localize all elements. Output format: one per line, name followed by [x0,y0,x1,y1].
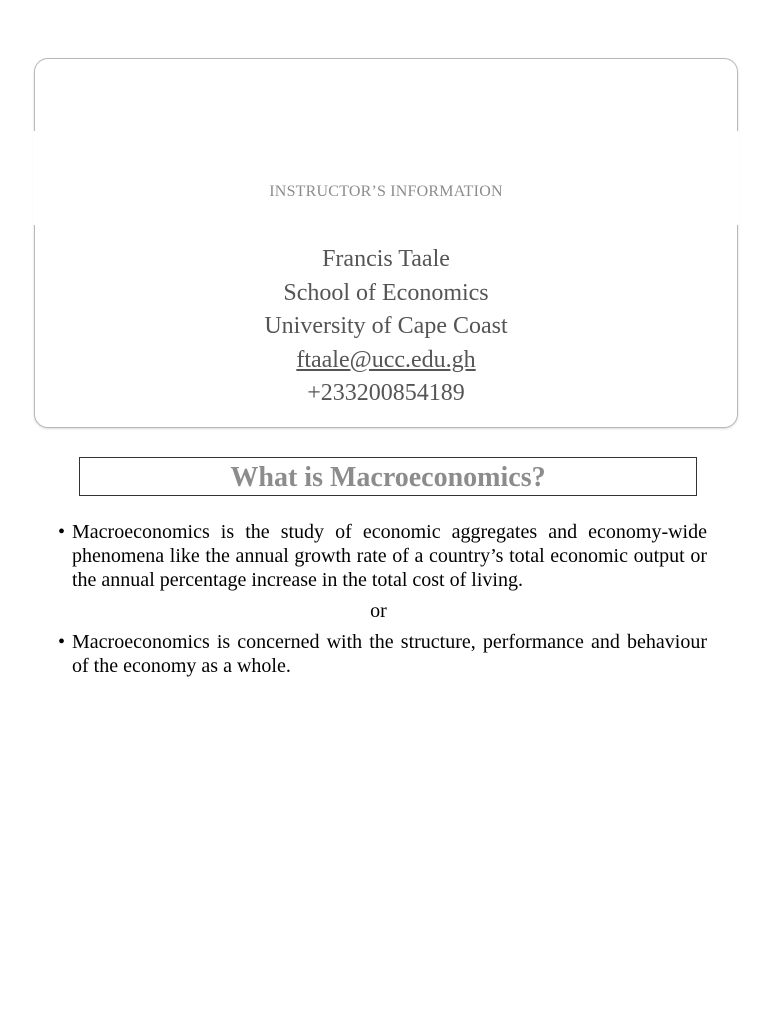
instructor-info-panel [34,58,738,428]
instructor-name: Francis Taale [322,246,450,272]
instructor-phone: +233200854189 [307,380,465,407]
definition-item [58,520,707,592]
definitions-body [58,520,707,678]
definition-text: Macroeconomics is concerned with the structure, performance and behaviour of the economy as a whole. [72,631,707,677]
panel-border-gap-right [735,131,739,225]
bullet-icon: • [58,631,66,653]
instructor-heading: INSTRUCTOR’S INFORMATION [269,183,503,200]
instructor-university: University of Cape Coast [264,313,508,340]
bullet-icon: • [58,521,66,543]
panel-border-gap-left [33,131,37,225]
definition-separator: or [370,600,387,622]
definition-text: Macroeconomics is the study of economic aggregates and economy-wide phenomena like the annual growth rate of a country’s total economic output or the annual percentage increase in the total cost of living. [72,521,707,591]
instructor-email-link[interactable]: ftaale@ucc.edu.gh [296,346,476,373]
instructor-school: School of Economics [283,279,489,306]
instructor-details [35,243,737,411]
definition-item [58,630,707,678]
section-title: What is Macroeconomics? [79,457,697,496]
